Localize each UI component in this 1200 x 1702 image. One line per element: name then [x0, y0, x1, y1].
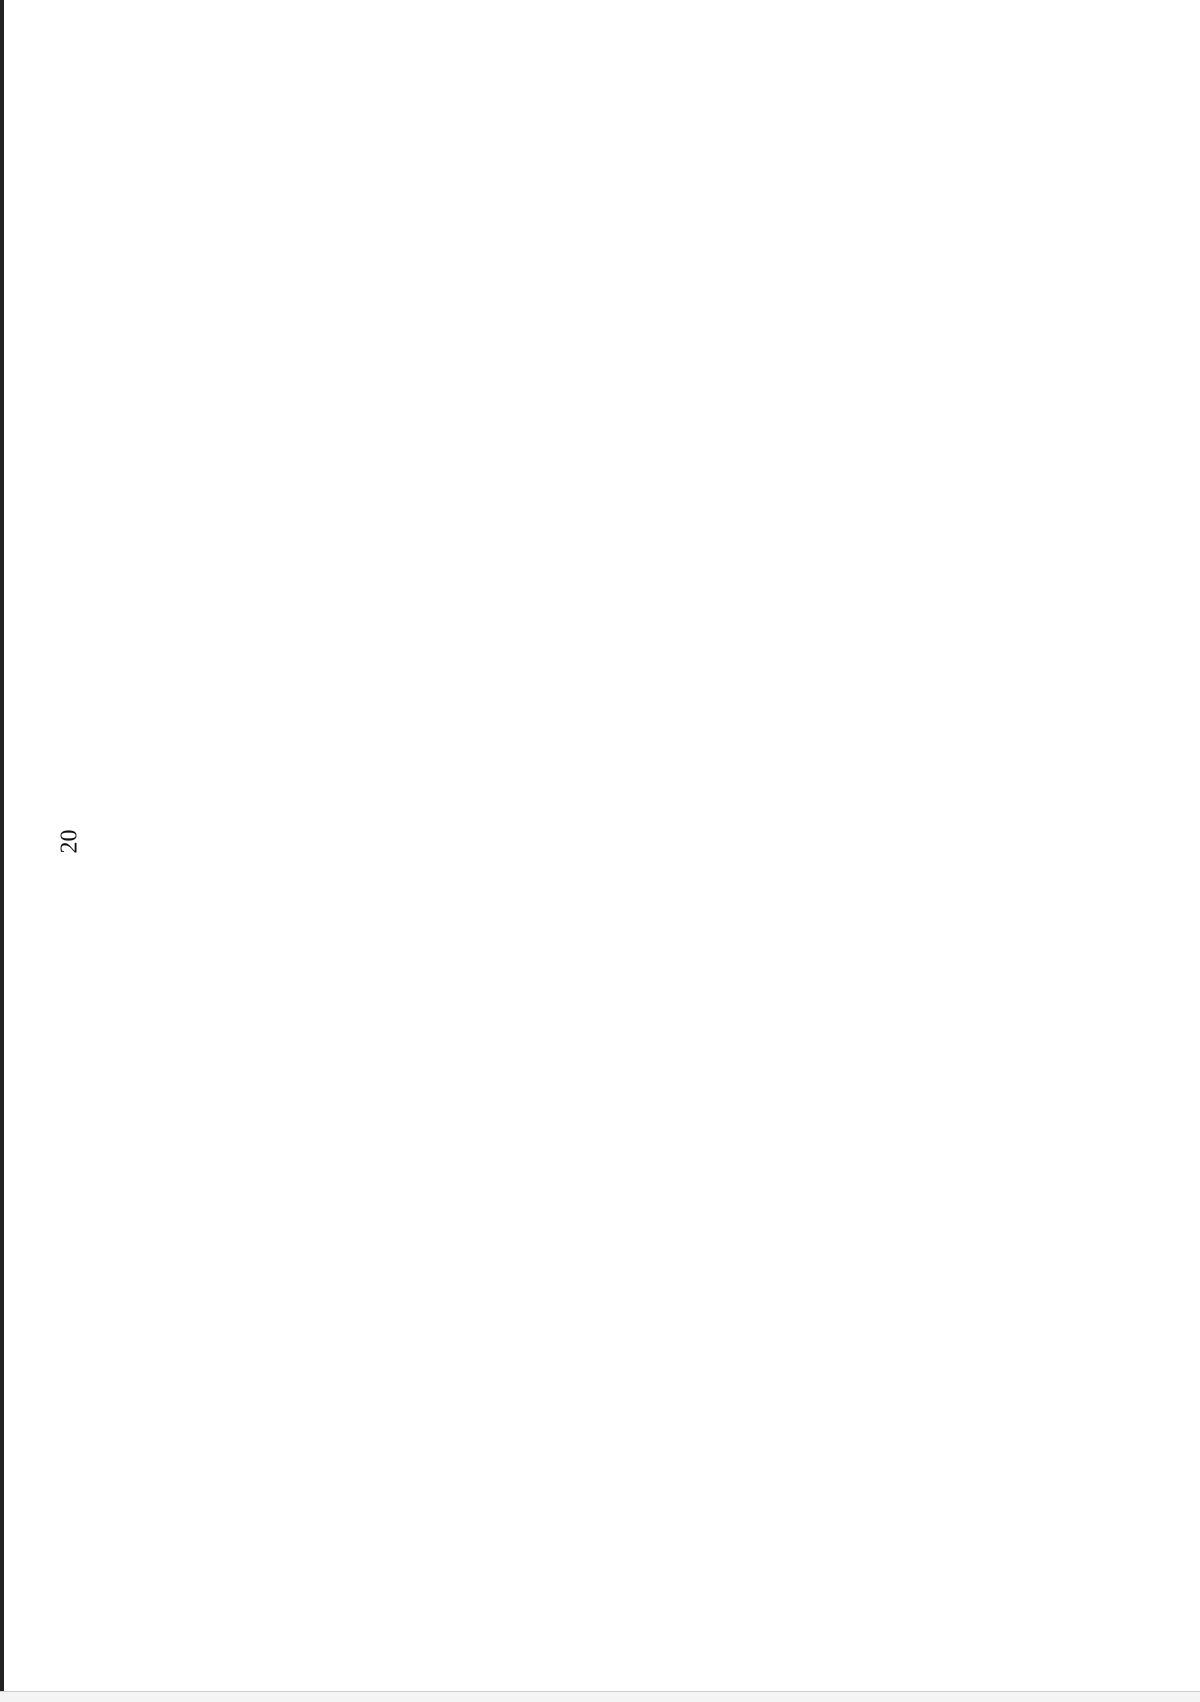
scan-edge: [0, 1691, 1200, 1702]
rotated-page-content: [1185, 0, 1200, 20]
scan-edge: [0, 0, 4, 1701]
page-number: 20: [56, 829, 83, 854]
